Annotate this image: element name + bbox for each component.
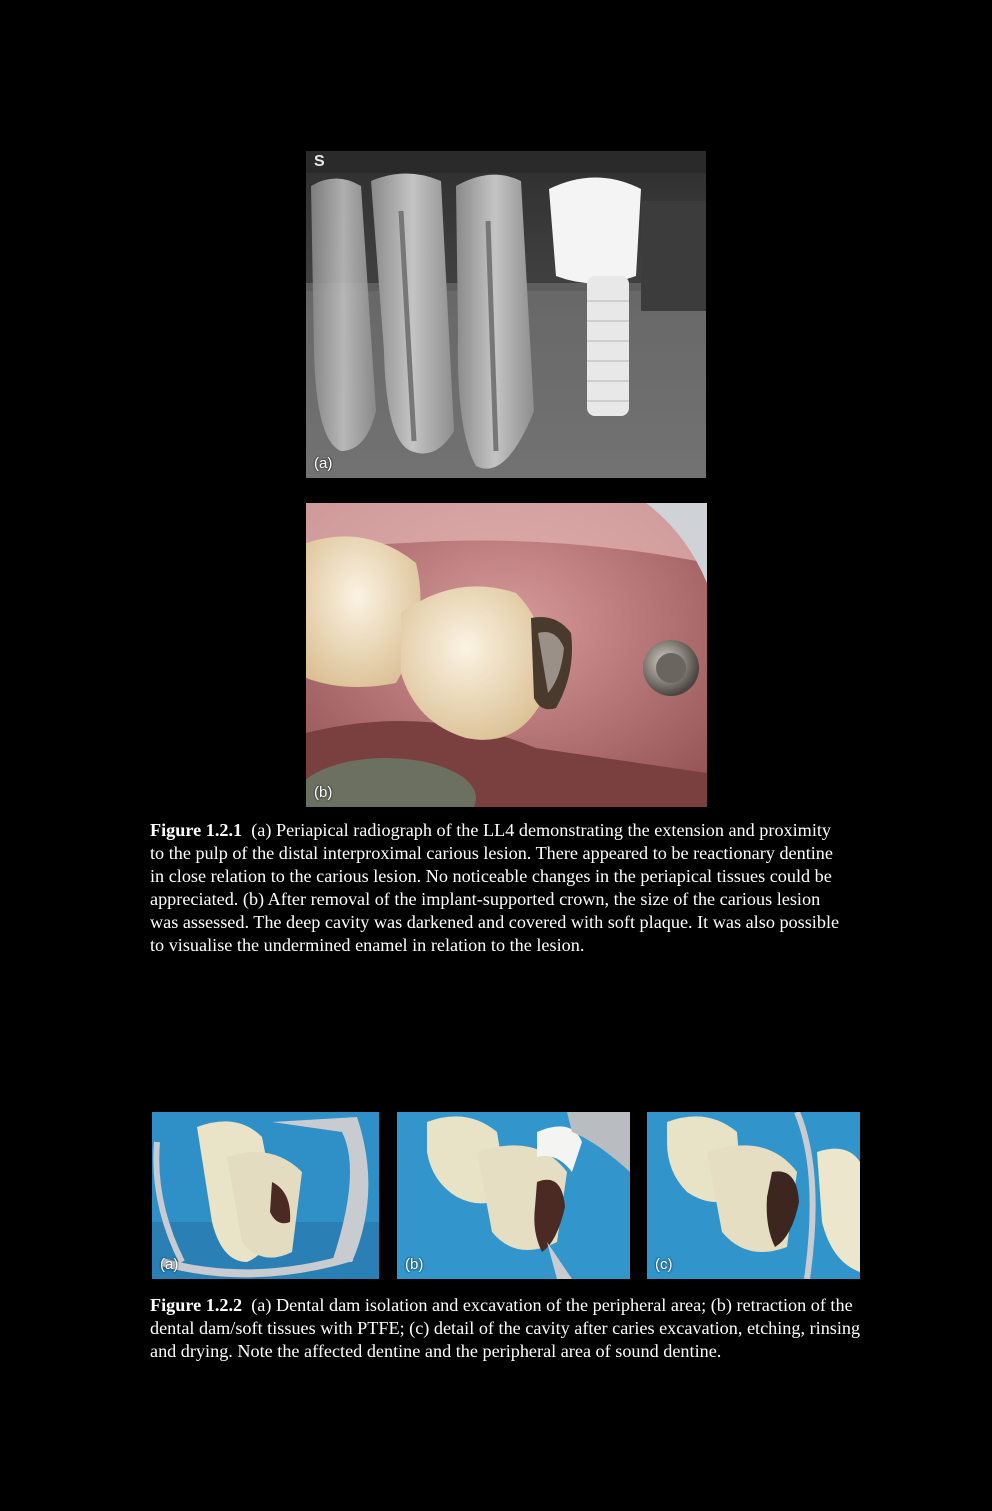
panel-label-2c: (c) — [655, 1256, 673, 1273]
dental-dam-photo-c — [647, 1112, 860, 1279]
figure-2-number: Figure 1.2.2 — [150, 1295, 243, 1315]
panel-label-a: (a) — [314, 455, 333, 472]
dental-dam-photo-a — [152, 1112, 379, 1279]
panel-label-2b: (b) — [405, 1256, 424, 1273]
figure-1-caption — [150, 819, 842, 957]
radiograph-image — [306, 151, 706, 478]
clinical-photo-image — [306, 503, 707, 807]
figure-1-caption-text: (a) Periapical radiograph of the LL4 demonstrating the extension and proximity to the pulp of the distal interproximal carious lesion. There appeared to be reactionary dentine in close relation to the carious lesion. No noticeable changes in the periapical tissues could be appreciated. (b) After removal of the implant-supported crown, the size of the carious lesion was assessed. The deep cavity was darkened and covered with soft plaque. It was also possible to visualise the undermined enamel in relation to the lesion. — [150, 820, 840, 955]
panel-label-b: (b) — [314, 784, 333, 801]
panel-label-2a: (a) — [160, 1256, 179, 1273]
figure-2-caption — [150, 1294, 865, 1363]
dental-dam-photo-b — [397, 1112, 630, 1279]
radiograph-marker: S — [314, 153, 325, 170]
figure-1-number: Figure 1.2.1 — [150, 820, 243, 840]
figure-2-caption-text: (a) Dental dam isolation and excavation of the peripheral area; (b) retraction of the dental dam/soft tissues with PTFE; (c) detail of the cavity after caries excavation, etching, rinsing and drying. Note the affected dentine and the peripheral area of sound dentine. — [150, 1295, 861, 1361]
